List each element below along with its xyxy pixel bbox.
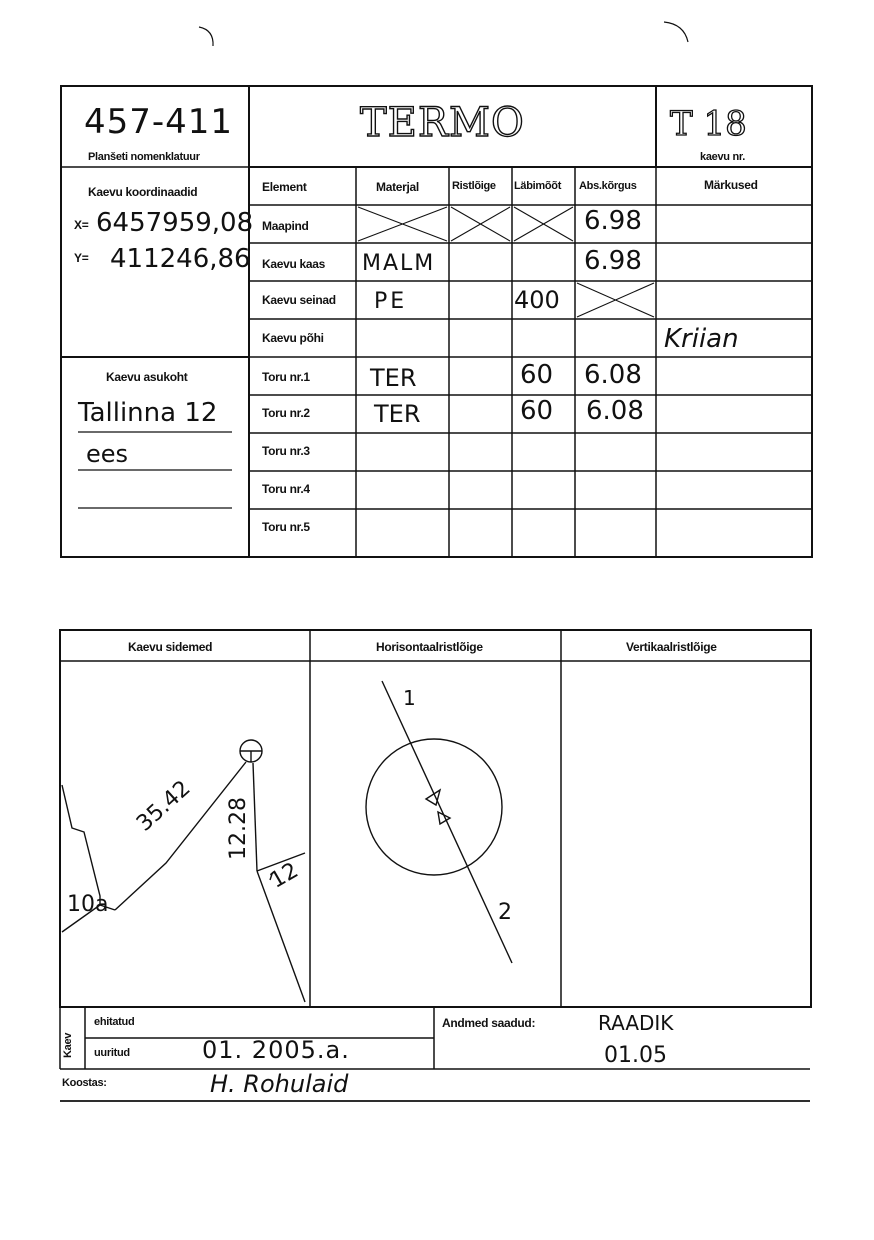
row-label-toru-4: Toru nr.4 <box>262 482 310 496</box>
location-line-2: ees <box>86 440 129 468</box>
cell-markused-kaevu-pohi: Kriian <box>664 324 739 354</box>
y-coordinate-label: Y= <box>74 251 89 265</box>
column-header-labimoot: Läbimõõt <box>514 180 562 192</box>
row-label-kaevu-seinad: Kaevu seinad <box>262 293 336 307</box>
row-label-kaevu-pohi: Kaevu põhi <box>262 331 324 345</box>
cell-material-toru-1: TER <box>370 364 417 392</box>
column-header-material: Materjal <box>376 180 419 194</box>
ehitatud-label: ehitatud <box>94 1016 135 1028</box>
koostas-value: H. Rohulaid <box>210 1070 349 1098</box>
row-label-kaevu-kaas: Kaevu kaas <box>262 257 326 271</box>
pipe-2-label: 2 <box>498 900 512 925</box>
row-label-maapind: Maapind <box>262 219 309 233</box>
panel-title-horisontaal: Horisontaalristlõige <box>376 640 483 654</box>
well-number-value: T 18 <box>670 104 747 144</box>
cell-labimoot-toru-1: 60 <box>520 360 554 390</box>
pipe-1-label: 1 <box>403 686 416 710</box>
uuritud-label: uuritud <box>94 1047 130 1059</box>
cell-labimoot-toru-2: 60 <box>520 396 554 426</box>
house-number: 10a <box>67 892 109 917</box>
well-number-label: kaevu nr. <box>700 151 745 163</box>
x-coordinate-label: X= <box>74 218 89 232</box>
row-label-toru-2: Toru nr.2 <box>262 406 310 420</box>
y-coordinate-value: 411246,86 <box>110 244 251 274</box>
andmed-saadud-name: RAADIK <box>598 1011 674 1035</box>
column-header-element: Element <box>262 180 307 194</box>
cell-abs-toru-1: 6.08 <box>584 360 642 390</box>
cell-abs-kaevu-kaas: 6.98 <box>584 246 642 276</box>
location-label: Kaevu asukoht <box>106 370 188 384</box>
cell-material-kaevu-kaas: MALM <box>362 251 436 276</box>
dimension-vertical: 12.28 <box>226 797 251 860</box>
andmed-saadud-label: Andmed saadud: <box>442 1016 536 1030</box>
panel-title-vertikaal: Vertikaalristlõige <box>626 640 717 654</box>
koostas-label: Koostas: <box>62 1077 107 1089</box>
panel-title-sidemed: Kaevu sidemed <box>128 640 213 654</box>
cell-labimoot-kaevu-seinad: 400 <box>514 286 560 314</box>
dimension-diagonal: 35.42 <box>132 775 196 837</box>
cell-abs-maapind: 6.98 <box>584 206 642 236</box>
uuritud-value: 01. 2005.a. <box>202 1036 350 1064</box>
row-label-toru-3: Toru nr.3 <box>262 444 310 458</box>
coordinates-label: Kaevu koordinaadid <box>88 185 198 199</box>
cell-material-toru-2: TER <box>374 400 421 428</box>
column-header-ristloige: Ristlõige <box>452 180 496 192</box>
form-title: TERMO <box>360 100 525 146</box>
dimension-right: 12 <box>266 858 303 894</box>
nomenclature-label: Planšeti nomenklatuur <box>88 151 200 163</box>
location-line-1: Tallinna 12 <box>78 398 218 428</box>
column-header-markused: Märkused <box>704 178 758 192</box>
column-header-abs: Abs.kõrgus <box>579 180 637 192</box>
cell-abs-toru-2: 6.08 <box>586 396 644 426</box>
andmed-saadud-date: 01.05 <box>604 1043 667 1068</box>
side-label-kaev: Kaev <box>62 1032 74 1058</box>
x-coordinate-value: 6457959,08 <box>96 208 254 238</box>
row-label-toru-5: Toru nr.5 <box>262 520 310 534</box>
nomenclature-value: 457-411 <box>84 102 234 142</box>
row-label-toru-1: Toru nr.1 <box>262 370 310 384</box>
cell-material-kaevu-seinad: PE <box>374 289 408 314</box>
